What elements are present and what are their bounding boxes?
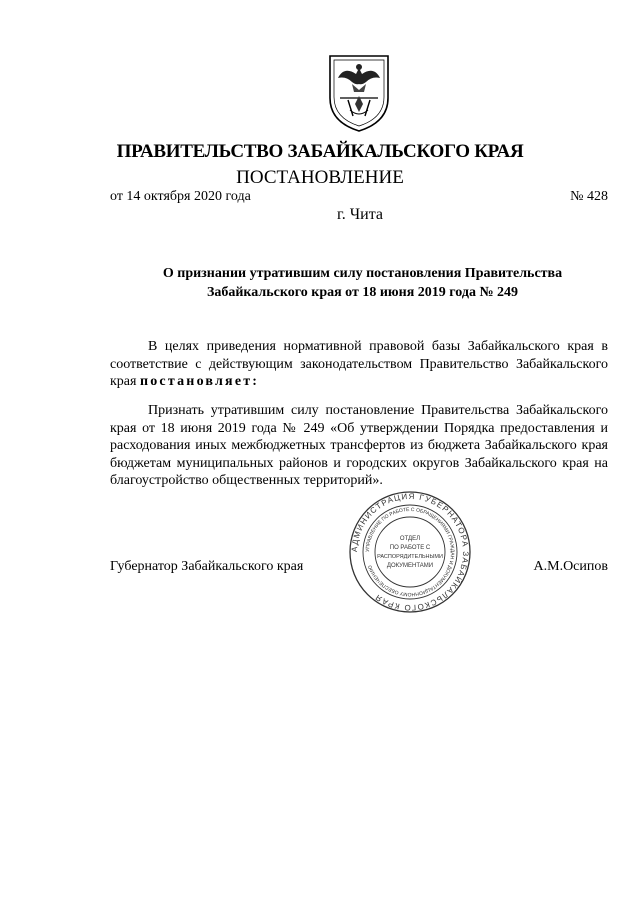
coat-of-arms-emblem xyxy=(326,52,392,134)
stamp-outer-text: АДМИНИСТРАЦИЯ ГУБЕРНАТОРА ЗАБАЙКАЛЬСКОГО КРАЯ xyxy=(349,491,471,613)
svg-text:УПРАВЛЕНИЕ ПО РАБОТЕ С ОБРАЩЕН xyxy=(365,507,455,597)
signer-name: А.М.Осипов xyxy=(533,559,608,574)
preamble-text: В целях приведения нормативной правовой базы Забайкальского края в соответствие с действующим законодательством Правительство Забайкальского края xyxy=(110,339,608,390)
document-type: ПОСТАНОВЛЕНИЕ xyxy=(236,167,404,188)
stamp-middle-text: УПРАВЛЕНИЕ ПО РАБОТЕ С ОБРАЩЕНИЯМИ ГРАЖДАН И ДОКУМЕНТАЦИОННОМУ ОБЕСПЕЧЕНИЮ xyxy=(364,506,456,598)
stamp-center-line-4: ДОКУМЕНТАМИ xyxy=(386,563,434,569)
paragraph-preamble xyxy=(110,338,608,391)
stamp-center-line-2: ПО РАБОТЕ С xyxy=(389,545,431,551)
document-title xyxy=(140,264,585,302)
stamp-center-line-1: ОТДЕЛ xyxy=(399,536,421,542)
official-stamp xyxy=(348,490,472,614)
resolution-verb: постановляет: xyxy=(139,374,260,390)
document-title-line-1: О признании утратившим силу постановления Правительства xyxy=(162,266,563,281)
paragraph-decision: Признать утратившим силу постановление Правительства Забайкальского края от 18 июня 2019 года № 249 «Об утверждении Порядка предоставления и расходования иных межбюджетных трансфертов из бюджета Забайкальского края бюджетам муниципальных районов и городских округов Забайкальского края на благоустройство общественных территорий». xyxy=(110,403,608,489)
signer-position: Губернатор Забайкальского края xyxy=(110,559,304,574)
document-city: г. Чита xyxy=(336,206,383,223)
document-title-line-2: Забайкальского края от 18 июня 2019 года № 249 xyxy=(206,285,519,300)
government-name: ПРАВИТЕЛЬСТВО ЗАБАЙКАЛЬСКОГО КРАЯ xyxy=(116,141,524,162)
stamp-center-line-3: РАСПОРЯДИТЕЛЬНЫМИ xyxy=(377,554,443,560)
document-date: от 14 октября 2020 года xyxy=(110,189,251,204)
document-number: № 428 xyxy=(570,189,608,204)
